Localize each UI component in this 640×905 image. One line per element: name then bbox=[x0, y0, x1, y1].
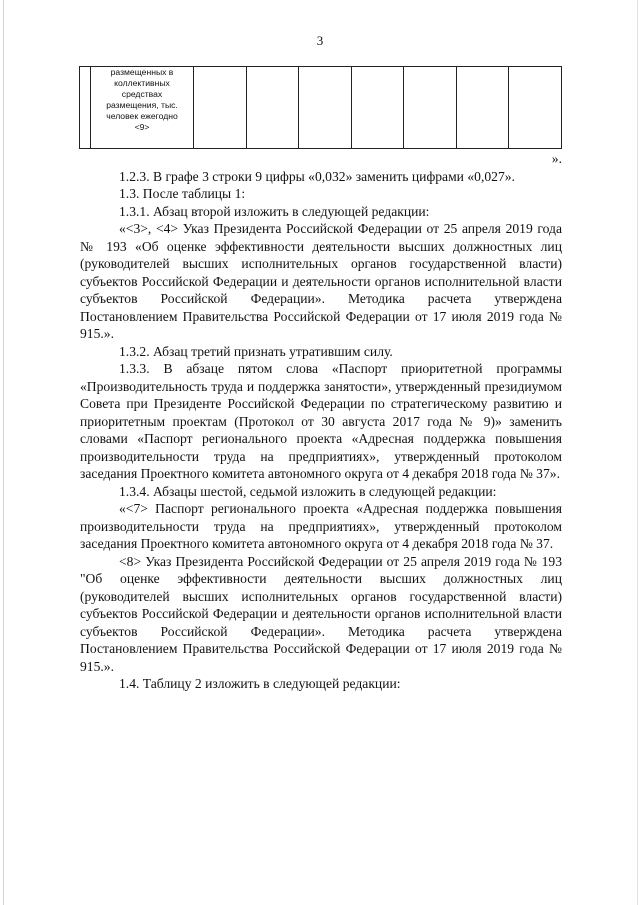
paragraph-1-4: 1.4. Таблицу 2 изложить в следующей редакции: bbox=[119, 676, 401, 691]
table-cell bbox=[299, 67, 352, 149]
table-cell bbox=[80, 67, 91, 149]
paragraph-1-3-3: 1.3.3. В абзаце пятом слова «Паспорт приоритетной программы «Производительность труда и поддержка занятости», утвержденный президиумом Совета при Президенте Российской Федерации по стратегическому развитию и приоритетным проектам (Протокол от 30 августа 2017 года № 9)» заменить словами «Паспорт регионального проекта «Адресная поддержка повышения производительности труда на предприятиях», утвержденный протоколом заседания Проектного комитета автономного округа от 4 декабря 2018 года № 37». bbox=[80, 361, 562, 481]
paragraph-1-3-4: 1.3.4. Абзацы шестой, седьмой изложить в следующей редакции: bbox=[119, 483, 497, 499]
table-row bbox=[80, 67, 562, 149]
table-cell bbox=[246, 67, 299, 149]
paragraph-1-3-1: 1.3.1. Абзац второй изложить в следующей редакции: bbox=[119, 203, 430, 219]
scan-left-edge bbox=[3, 0, 4, 905]
row-label-line: человек ежегодно bbox=[106, 111, 178, 121]
table-cell bbox=[404, 67, 457, 149]
table-cell bbox=[456, 67, 509, 149]
row-label-line: средствах bbox=[121, 89, 163, 99]
paragraph-1-3: 1.3. После таблицы 1: bbox=[119, 186, 246, 201]
document-body bbox=[80, 150, 562, 693]
table-cell bbox=[351, 67, 404, 149]
paragraph-note-3-4: «<3>, <4> Указ Президента Российской Федерации от 25 апреля 2019 года № 193 «Об оценке эффективности деятельности высших должностных лиц (руководителей высших исполнительных органов государственной власти) субъектов Российской Федерации и деятельности органов исполнительной власти субъектов Российской Федерации». Методика расчета утверждена Постановлением Правительства Российской Федерации от 17 июля 2019 года № 915.». bbox=[80, 221, 562, 341]
table-fragment bbox=[79, 66, 562, 149]
paragraph-note-7: «<7> Паспорт регионального проекта «Адресная поддержка повышения производительности труда на предприятиях», утвержденный протоколом заседания Проектного комитета автономного округа от 4 декабря 2018 года № 37. bbox=[80, 501, 562, 551]
paragraph-1-3-2: 1.3.2. Абзац третий признать утратившим силу. bbox=[119, 343, 393, 359]
closing-quote: ». bbox=[551, 151, 562, 166]
row-label-line: <9> bbox=[134, 122, 150, 132]
paragraph-note-8: <8> Указ Президента Российской Федерации от 25 апреля 2019 года № 193 "Об оценке эффективности деятельности высших должностных лиц (руководителей высших исполнительных органов государственной власти) субъектов Российской Федерации и деятельности органов исполнительной власти субъектов Российской Федерации». Методика расчета утверждена Постановлением Правительства Российской Федерации от 17 июля 2019 года № 915.». bbox=[80, 553, 562, 674]
table-cell bbox=[509, 67, 562, 149]
page-number: 3 bbox=[316, 33, 324, 48]
paragraph-1-2-3: 1.2.3. В графе 3 строки 9 цифры «0,032» заменить цифрами «0,027». bbox=[119, 168, 515, 184]
table-cell bbox=[194, 67, 247, 149]
row-label-cell bbox=[91, 67, 194, 149]
row-label-line: коллективных bbox=[114, 78, 170, 88]
row-label-line: размещенных в bbox=[110, 67, 174, 77]
row-label-line: размещения, тыс. bbox=[106, 100, 178, 110]
scan-right-edge bbox=[637, 0, 638, 905]
